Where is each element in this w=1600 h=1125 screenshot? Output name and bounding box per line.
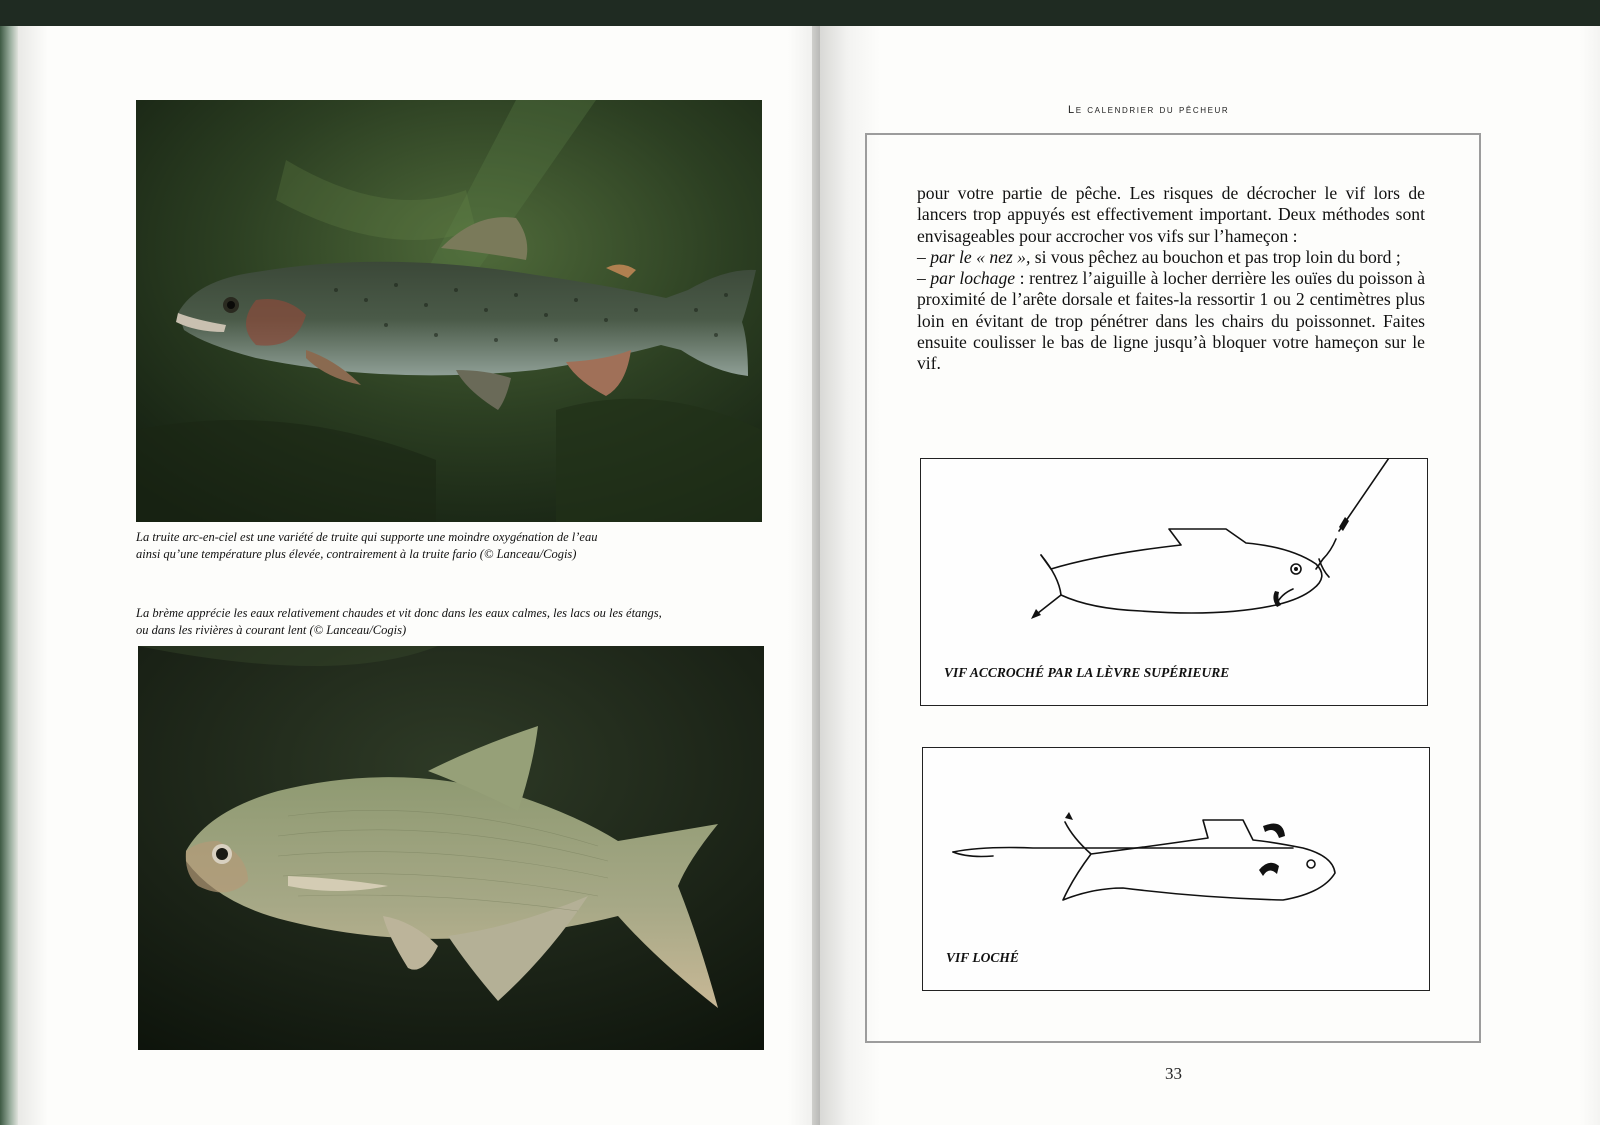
diagram-loched <box>922 747 1430 991</box>
paragraph <box>917 268 1425 374</box>
book-cover-edge <box>0 0 1600 26</box>
book-cover-side <box>0 26 18 1125</box>
paragraph <box>917 247 1425 268</box>
bream-photo <box>138 646 764 1050</box>
paragraph: pour votre partie de pêche. Les risques de décrocher le vif lors de lancers trop appuyés est effectivement important. Deux méthodes sont envisageables pour accrocher vos vifs sur l’hameçon : <box>917 183 1425 246</box>
diagram-label: VIF ACCROCHÉ PAR LA LÈVRE SUPÉRIEURE <box>944 665 1230 680</box>
caption-line: ainsi qu’une température plus élevée, contrairement à la truite fario (© Lanceau/Cogis) <box>136 547 577 561</box>
trout-photo-caption <box>136 529 776 563</box>
rainbow-trout-photo <box>136 100 762 522</box>
body-text <box>917 183 1425 375</box>
caption-line: ou dans les rivières à courant lent (© Lanceau/Cogis) <box>136 623 407 637</box>
caption-line: La truite arc-en-ciel est une variété de truite qui supporte une moindre oxygénation de l’eau <box>136 530 598 544</box>
diagram-hooked-lip <box>920 458 1428 706</box>
page-number: 33 <box>1165 1064 1182 1083</box>
fish-drawing <box>1033 459 1391 617</box>
emphasis: – par le « nez », <box>917 246 1031 267</box>
diagram-label: VIF LOCHÉ <box>946 950 1019 965</box>
bream-photo-caption <box>136 605 776 639</box>
text: si vous pêchez au bouchon et pas trop loin du bord ; <box>1030 246 1401 267</box>
emphasis: – par lochage <box>917 268 1016 289</box>
text: : rentrez l’aiguille à locher derrière les ouïes du poisson à proximité de l’arête dorsale et faites-la ressortir 1 ou 2 centimètres plus loin en évitant de trop pénétrer dans les chairs du poissonnet. Faites ensuite coulisser le bas de ligne jusqu’à bloquer votre hameçon sur le vif. <box>917 268 1425 374</box>
running-head: Le calendrier du pêcheur <box>1068 104 1230 116</box>
caption-line: La brème apprécie les eaux relativement chaudes et vit donc dans les eaux calmes, les lacs ou les étangs, <box>136 606 662 620</box>
